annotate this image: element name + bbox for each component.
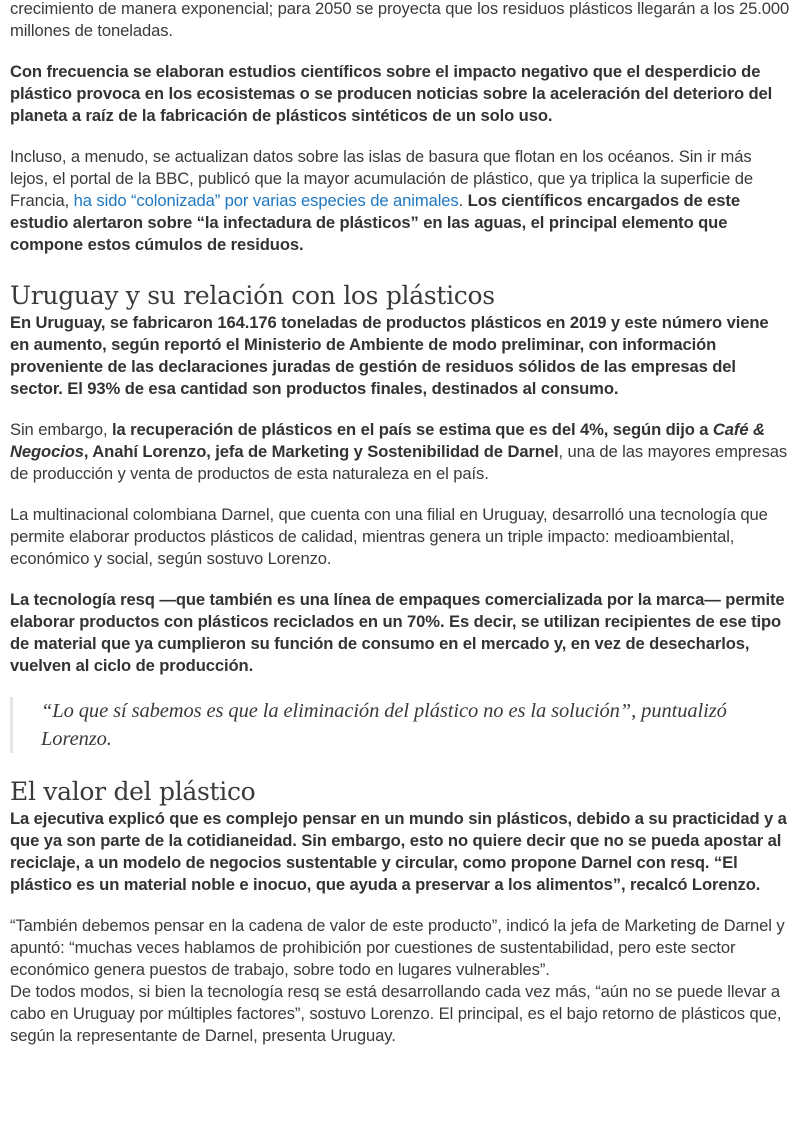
- paragraph-darnel-technology: La multinacional colombiana Darnel, que cuenta con una filial en Uruguay, desarrolló una tecnología que permite elaborar productos plásticos de calidad, mientras genera un triple impacto: medioambiental, económico y social, según sostuvo Lorenzo.: [10, 505, 768, 568]
- paragraph-recovery-rate: [10, 419, 790, 485]
- paragraph-resq: La tecnología resq —que también es una línea de empaques comercializada por la marca— permite elaborar productos con plásticos reciclados en un 70%. Es decir, se utilizan recipientes de ese tipo de material que ya cumplieron su función de consumo en el mercado y, en vez de desecharlos, vuelven al ciclo de producción.: [10, 590, 785, 675]
- paragraph-executive: La ejecutiva explicó que es complejo pensar en un mundo sin plásticos, debido a su practicidad y a que ya son parte de la cotidianeidad. Sin embargo, esto no quiere decir que no se pueda apostar al reciclaje, a un modelo de negocios sustentable y circular, como propone Darnel con resq. “El plástico es un material noble e inocuo, que ayuda a preservar a los alimentos”, recalcó Lorenzo.: [10, 809, 787, 894]
- bbc-article-link[interactable]: ha sido “colonizada” por varias especies de animales: [73, 191, 459, 210]
- scientists-warning: Los científicos encargados de este estudio alertaron sobre “la infectadura de plásticos” en las aguas, el principal elemento que compone estos cúmulos de residuos.: [10, 191, 740, 254]
- paragraph-value-chain: “También debemos pensar en la cadena de valor de este producto”, indicó la jefa de Marketing de Darnel y apuntó: “muchas veces hablamos de prohibición por cuestiones de sustentabilidad, pero este sector económico genera puestos de trabajo, sobre todo en lugares vulnerables”.: [10, 916, 785, 979]
- garbage-islands-period: .: [458, 191, 468, 210]
- pull-quote-text: “Lo que sí sabemos es que la eliminación del plástico no es la solución”, puntualizó Lorenzo.: [41, 700, 727, 750]
- paragraph-intro: crecimiento de manera exponencial; para 2050 se proyecta que los residuos plásticos llegarán a los 25.000 millones de toneladas.: [10, 0, 790, 40]
- recovery-bold-person: , Anahí Lorenzo, jefa de Marketing y Sostenibilidad de Darnel: [83, 442, 559, 461]
- paragraph-scientific-studies: Con frecuencia se elaboran estudios científicos sobre el impacto negativo que el desperdicio de plástico provoca en los ecosistemas o se producen noticias sobre la aceleración del deterioro del planeta a raíz de la fabricación de plásticos sintéticos de un solo uso.: [10, 62, 773, 125]
- publication-name: Café & Negocios: [10, 420, 765, 461]
- paragraph-resq-limits: De todos modos, si bien la tecnología resq se está desarrollando cada vez más, “aún no se puede llevar a cabo en Uruguay por múltiples factores”, sostuvo Lorenzo. El principal, es el bajo retorno de plásticos que, según la representante de Darnel, presenta Uruguay.: [10, 982, 782, 1045]
- garbage-islands-text: Incluso, a menudo, se actualizan datos sobre las islas de basura que flotan en los océanos. Sin ir más lejos, el portal de la BBC, publicó que la mayor acumulación de plástico, que ya triplica la superficie de Francia,: [10, 147, 753, 210]
- recovery-intro: Sin embargo,: [10, 420, 113, 439]
- recovery-bold: la recuperación de plásticos en el país se estima que es del 4%, según dijo a: [112, 420, 713, 439]
- paragraph-uruguay-production: En Uruguay, se fabricaron 164.176 toneladas de productos plásticos en 2019 y este número viene en aumento, según reportó el Ministerio de Ambiente de modo preliminar, con información proveniente de las declaraciones juradas de gestión de residuos sólidos de las empresas del sector. El 93% de esa cantidad son productos finales, destinados al consumo.: [10, 313, 769, 398]
- paragraph-garbage-islands: [10, 146, 790, 256]
- section-heading-valor: El valor del plástico: [10, 777, 256, 806]
- recovery-tail: , una de las mayores empresas de producción y venta de productos de esta naturaleza en el país.: [10, 442, 788, 483]
- section-heading-uruguay: Uruguay y su relación con los plásticos: [10, 281, 495, 310]
- pull-quote: [10, 697, 790, 753]
